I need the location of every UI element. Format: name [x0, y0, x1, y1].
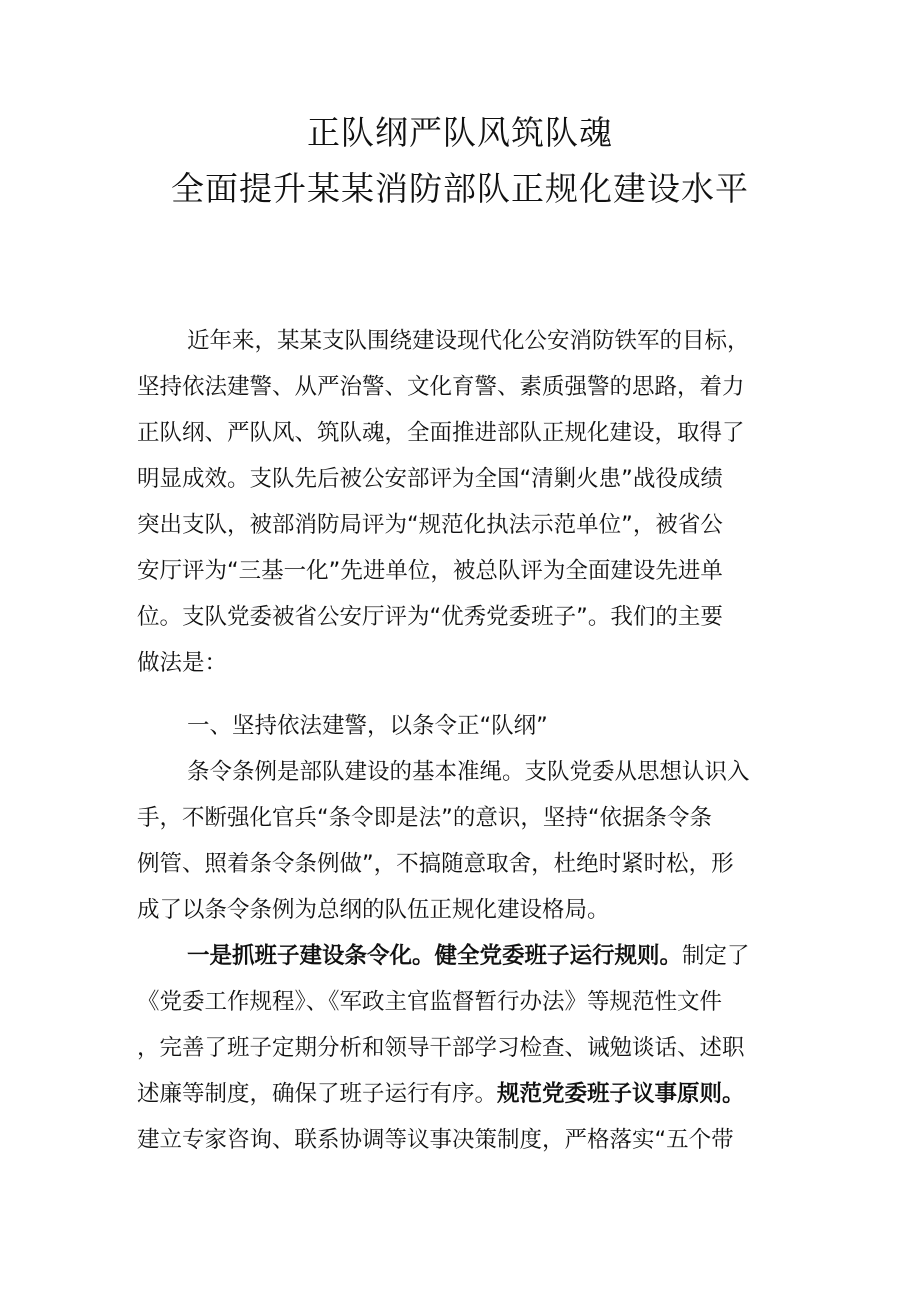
text-line: 突出支队，被部消防局评为“规范化执法示范单位”，被省公	[137, 512, 723, 538]
section-paragraph	[137, 749, 777, 933]
text-line: 成了以条令条例为总纲的队伍正规化建设格局。	[137, 897, 610, 923]
text-line: 条令条例是部队建设的基本准绳。支队党委从思想认识入	[187, 759, 750, 785]
text-line: 安厅评为“三基一化”先进单位，被总队评为全面建设先进单	[137, 558, 723, 584]
text-line: 明显成效。支队先后被公安部评为全国“清剿火患”战役成绩	[137, 466, 723, 492]
text-line	[137, 1071, 777, 1117]
section-heading: 一、坚持依法建警，以条令正“队纲”	[187, 713, 548, 739]
intro-paragraph	[137, 318, 777, 686]
bold-lead-text: 规范党委班子议事原则。	[497, 1081, 745, 1107]
text-span: 制定了	[682, 943, 750, 969]
subsection-paragraph	[137, 933, 777, 1163]
text-line: 位。支队党委被省公安厅评为“优秀党委班子”。我们的主要	[137, 604, 723, 630]
text-line: 坚持依法建警、从严治警、文化育警、素质强警的思路，着力	[137, 374, 745, 400]
text-line: 例管、照着条令条例做”，不搞随意取舍，杜绝时紧时松，形	[137, 851, 734, 877]
text-line: 正队纲、严队风、筑队魂，全面推进部队正规化建设，取得了	[137, 420, 745, 446]
text-span: 述廉等制度，确保了班子运行有序。	[137, 1081, 498, 1107]
document-title	[0, 105, 920, 217]
text-line: ，完善了班子定期分析和领导干部学习检查、诫勉谈话、述职	[137, 1035, 745, 1061]
document-body	[137, 318, 777, 1163]
title-line-2: 全面提升某某消防部队正规化建设水平	[171, 169, 749, 208]
text-line: 《党委工作规程》、《军政主官监督暂行办法》等规范性文件	[137, 989, 723, 1015]
text-line: 做法是：	[137, 650, 228, 676]
bold-lead-text: 一是抓班子建设条令化。健全党委班子运行规则。	[187, 943, 683, 969]
text-line	[137, 933, 777, 979]
text-line: 近年来，某某支队围绕建设现代化公安消防铁军的目标，	[187, 328, 750, 354]
title-line-1: 正队纲严队风筑队魂	[307, 113, 613, 152]
text-line: 手，不断强化官兵“条令即是法”的意识，坚持“依据条令条	[137, 805, 712, 831]
text-line: 建立专家咨询、联系协调等议事决策制度，严格落实“五个带	[137, 1127, 734, 1153]
